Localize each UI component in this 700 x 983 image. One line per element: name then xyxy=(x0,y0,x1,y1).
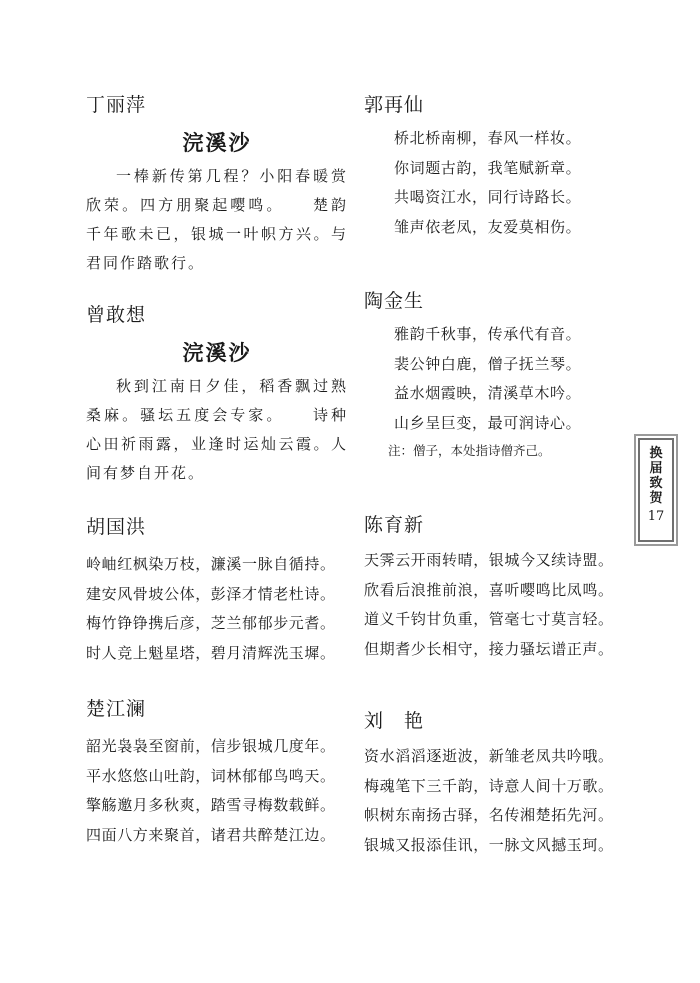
poem-author: 胡国洪 xyxy=(86,516,147,538)
poem-hu-guohong xyxy=(86,510,348,692)
poem-line: 建安风骨坡公体，彭泽才情老杜诗。 xyxy=(86,584,336,603)
poem-line: 欣看后浪推前浪，喜听嘤鸣比凤鸣。 xyxy=(364,580,614,599)
poem-author: 郭再仙 xyxy=(364,94,425,116)
poem-line: 雅韵千秋事，传承代有音。 xyxy=(394,325,582,343)
poem-line: 银城又报添佳讯，一脉文风撼玉珂。 xyxy=(364,835,614,854)
poem-author: 丁丽萍 xyxy=(86,94,147,116)
poem-line: 天霁云开雨转晴，银城今又续诗盟。 xyxy=(364,551,614,569)
right-column xyxy=(364,88,624,860)
poem-author: 陈育新 xyxy=(364,514,425,536)
poem-author: 陶金生 xyxy=(364,290,425,312)
poem-line: 山乡呈巨变，最可润诗心。 xyxy=(394,413,582,432)
poem-text: 秋到江南日夕佳，稻香飘过熟桑麻。骚坛五度会专家。 诗种心田祈雨露，业逢时运灿云霞。人间有梦自开花。 xyxy=(86,377,348,482)
poem-line: 岭岫红枫染万枝，濂溪一脉自循持。 xyxy=(86,555,336,573)
poem-line: 共喝资江水，同行诗路长。 xyxy=(394,188,582,206)
left-column xyxy=(86,88,348,850)
section-label: 换届致贺 xyxy=(649,446,663,506)
poem-title: 浣溪沙 xyxy=(182,340,252,365)
poem-line: 雏声依老凤，友爱莫相伤。 xyxy=(394,217,582,236)
poem-line: 裴公钟白鹿，僧子抚兰琴。 xyxy=(394,354,582,373)
poem-line: 梅魂笔下三千韵，诗意人间十万歌。 xyxy=(364,776,614,795)
poem-author: 楚江澜 xyxy=(86,698,147,720)
poem-liu-yan xyxy=(364,704,624,860)
poem-line: 韶光袅袅至窗前，信步银城几度年。 xyxy=(86,737,336,755)
poem-chen-yuxin xyxy=(364,508,624,704)
poem-text: 一棒新传第几程？小阳春暖赏欣荣。四方朋聚起嘤鸣。 楚韵千年歌未已，银城一叶帜方兴。与君同作踏歌行。 xyxy=(86,167,348,272)
poem-line: 但期耆少长相守，接力骚坛谱正声。 xyxy=(364,639,614,658)
poem-guo-zaixian xyxy=(364,88,624,284)
poem-line: 道义千钧甘负重，管毫七寸莫言轻。 xyxy=(364,610,614,628)
poem-author: 刘 艳 xyxy=(364,710,425,732)
poem-ding-liping xyxy=(86,88,348,298)
poem-line: 平水悠悠山吐韵，词林郁郁鸟鸣天。 xyxy=(86,766,336,785)
poem-line: 擎觞邀月多秋爽，踏雪寻梅数载鲜。 xyxy=(86,796,336,814)
poem-zeng-ganxiang xyxy=(86,298,348,510)
poem-note: 注：僧子，本处指诗僧齐己。 xyxy=(388,443,551,458)
poem-line: 时人竞上魁星塔，碧月清辉洗玉墀。 xyxy=(86,643,336,662)
poem-line: 梅竹铮铮携后彦，芝兰郁郁步元耆。 xyxy=(86,614,336,632)
poem-tao-jinsheng xyxy=(364,284,624,508)
poem-title: 浣溪沙 xyxy=(182,130,252,155)
poem-line: 你词题古韵，我笔赋新章。 xyxy=(394,158,582,177)
poem-line: 桥北桥南柳，春风一样妆。 xyxy=(394,129,582,147)
poem-line: 益水烟霞映，清溪草木吟。 xyxy=(394,384,582,402)
poem-line: 帜树东南扬古驿，名传湘楚拓先河。 xyxy=(364,806,614,824)
poem-chu-jianglan xyxy=(86,692,348,850)
section-side-tab xyxy=(638,438,674,542)
poem-line: 资水滔滔逐逝波，新雏老凤共吟哦。 xyxy=(364,747,614,765)
page-number: 17 xyxy=(647,509,665,524)
poem-author: 曾敢想 xyxy=(86,304,147,326)
poem-line: 四面八方来聚首，诸君共醉楚江边。 xyxy=(86,825,336,844)
